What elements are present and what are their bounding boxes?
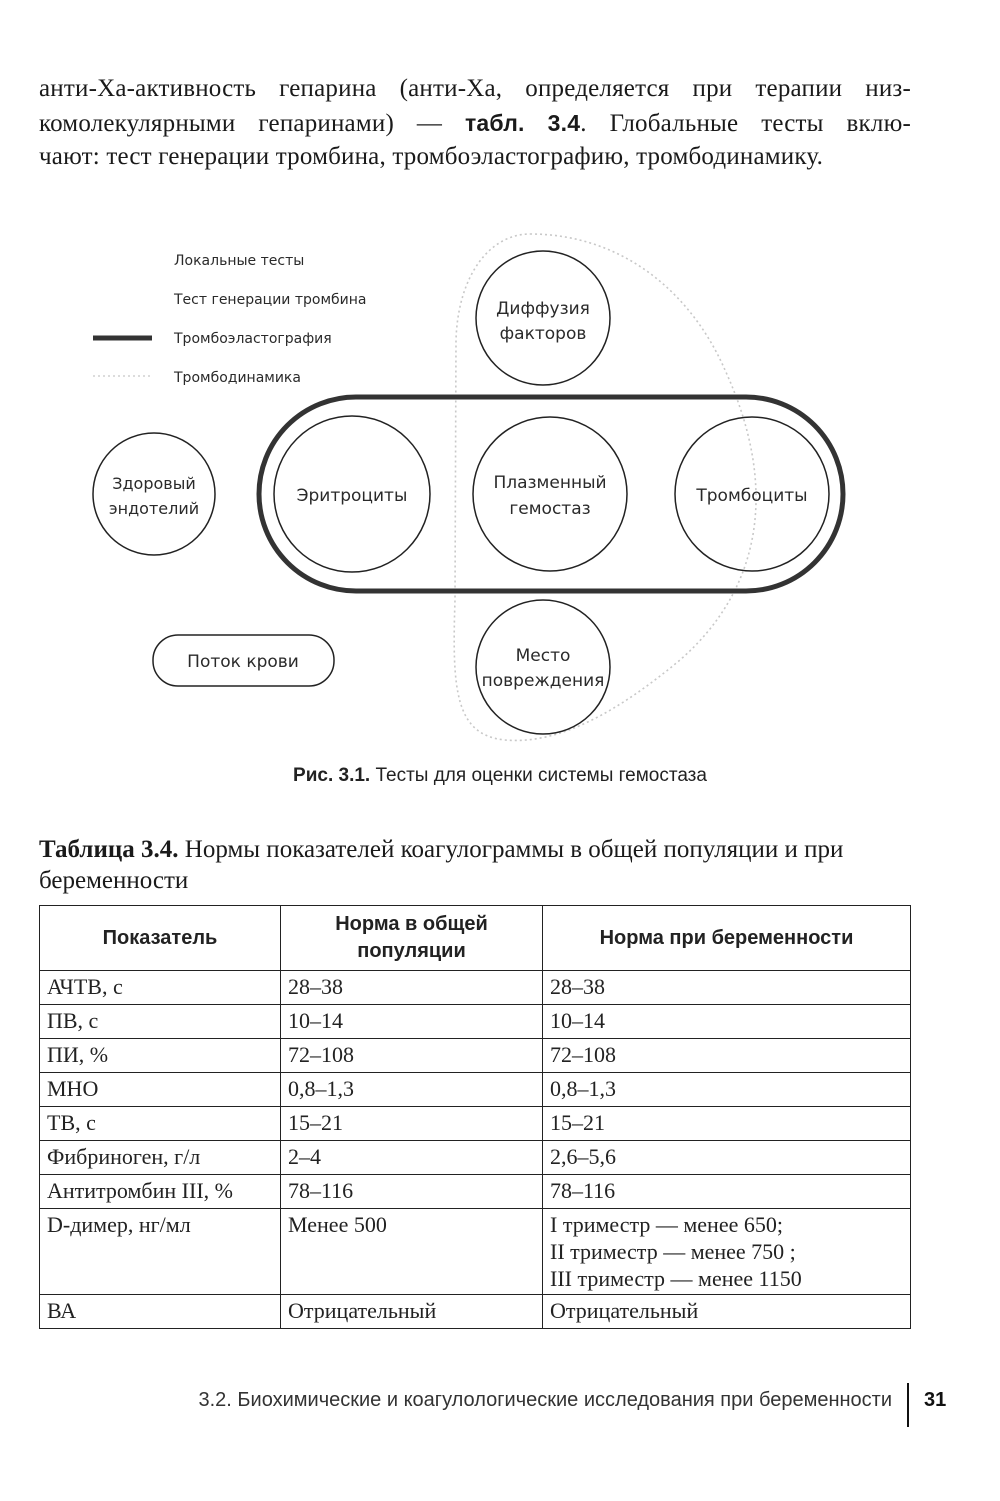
endothelium-label: эндотелий bbox=[108, 499, 200, 518]
table-row bbox=[40, 971, 911, 1005]
cell-pregnancy: 10–14 bbox=[543, 1005, 911, 1039]
ddimer-trimester-2: II триместр — менее 750 ; bbox=[550, 1239, 796, 1264]
caption-label: Рис. 3.1. bbox=[293, 765, 371, 786]
table-title-text: Нормы показателей коагулограммы в общей популяции и при беременности bbox=[39, 836, 844, 894]
table-title bbox=[39, 834, 919, 896]
cell-pregnancy: 28–38 bbox=[543, 971, 911, 1005]
cell-indicator: Антитромбин III, % bbox=[40, 1175, 281, 1209]
diffusion-label: Диффузия bbox=[496, 299, 590, 319]
cell-pregnancy: 0,8–1,3 bbox=[543, 1073, 911, 1107]
diffusion-label: факторов bbox=[499, 324, 587, 344]
blood-flow-label: Поток крови bbox=[187, 652, 299, 672]
table-row bbox=[40, 1175, 911, 1209]
coagulogram-norms-table bbox=[39, 905, 911, 1329]
cell-pregnancy: 15–21 bbox=[543, 1107, 911, 1141]
cell-indicator: ВА bbox=[40, 1295, 281, 1329]
cell-general: 78–116 bbox=[281, 1175, 543, 1209]
footer-divider bbox=[907, 1383, 909, 1427]
plasma-label: гемостаз bbox=[509, 499, 591, 519]
cell-indicator: Фибриноген, г/л bbox=[40, 1141, 281, 1175]
hemostasis-figure bbox=[0, 220, 1000, 760]
cell-indicator: ПИ, % bbox=[40, 1039, 281, 1073]
cell-general: Отрицательный bbox=[281, 1295, 543, 1329]
table-row bbox=[40, 1005, 911, 1039]
page-number: 31 bbox=[924, 1389, 947, 1411]
cell-general: 28–38 bbox=[281, 971, 543, 1005]
intro-line: анти-Ха-активность гепарина (анти-Ха, определяется при терапии низ- bbox=[39, 75, 911, 102]
erythrocytes-label: Эритроциты bbox=[296, 486, 408, 506]
cell-indicator: D-димер, нг/мл bbox=[40, 1209, 281, 1295]
cell-pregnancy: 72–108 bbox=[543, 1039, 911, 1073]
header-pregnancy-norm: Норма при беременности bbox=[543, 906, 911, 971]
cell-general: 15–21 bbox=[281, 1107, 543, 1141]
injury-label: повреждения bbox=[481, 671, 605, 691]
header-general-norm: Норма в общей популяции bbox=[281, 906, 543, 971]
legend-thromboelastography: Тромбоэластография bbox=[174, 331, 332, 347]
endothelium-circle bbox=[93, 433, 215, 555]
legend-local-tests: Локальные тесты bbox=[174, 253, 305, 269]
cell-indicator: АЧТВ, с bbox=[40, 971, 281, 1005]
intro-text: . Глобальные тесты вклю- bbox=[580, 110, 911, 137]
cell-general: 10–14 bbox=[281, 1005, 543, 1039]
intro-line bbox=[39, 106, 911, 140]
figure-caption bbox=[0, 765, 1000, 787]
cell-general: 0,8–1,3 bbox=[281, 1073, 543, 1107]
cell-indicator: ТВ, с bbox=[40, 1107, 281, 1141]
table-header-row bbox=[40, 906, 911, 971]
intro-paragraph bbox=[39, 72, 911, 174]
cell-indicator: ПВ, с bbox=[40, 1005, 281, 1039]
cell-general: 72–108 bbox=[281, 1039, 543, 1073]
table-row bbox=[40, 1141, 911, 1175]
injury-label: Место bbox=[515, 646, 571, 666]
endothelium-label: Здоровый bbox=[112, 474, 196, 493]
caption-text: Тесты для оценки системы гемостаза bbox=[370, 765, 707, 786]
table-row bbox=[40, 1209, 911, 1295]
cell-pregnancy: 2,6–5,6 bbox=[543, 1141, 911, 1175]
table-row bbox=[40, 1295, 911, 1329]
legend-thrombin-generation: Тест генерации тромбина bbox=[174, 292, 367, 308]
cell-general: Менее 500 bbox=[281, 1209, 543, 1295]
ddimer-trimester-3: III триместр — менее 1150 bbox=[550, 1266, 802, 1291]
cell-pregnancy: Отрицательный bbox=[543, 1295, 911, 1329]
cell-pregnancy bbox=[543, 1209, 911, 1295]
cell-general: 2–4 bbox=[281, 1141, 543, 1175]
intro-text: комолекулярными гепаринами) — bbox=[39, 110, 465, 137]
platelets-label: Тромбоциты bbox=[696, 486, 808, 506]
running-footer-title: 3.2. Биохимические и коагулологические исследования при беременности bbox=[198, 1389, 892, 1411]
ddimer-trimester-1: I триместр — менее 650; bbox=[550, 1212, 783, 1237]
table-title-label: Таблица 3.4. bbox=[39, 836, 179, 863]
header-indicator: Показатель bbox=[40, 906, 281, 971]
cell-pregnancy: 78–116 bbox=[543, 1175, 911, 1209]
legend-thrombodynamics: Тромбодинамика bbox=[174, 370, 301, 386]
hemostasis-diagram bbox=[0, 220, 1000, 760]
table-reference: табл. 3.4 bbox=[464, 110, 581, 136]
table-row bbox=[40, 1107, 911, 1141]
plasma-circle bbox=[473, 417, 627, 571]
table-row bbox=[40, 1073, 911, 1107]
injury-circle bbox=[476, 600, 610, 734]
table-row bbox=[40, 1039, 911, 1073]
intro-line: чают: тест генерации тромбина, тромбоэластографию, тромбодинамику. bbox=[39, 143, 824, 170]
plasma-label: Плазменный bbox=[493, 473, 607, 493]
cell-indicator: МНО bbox=[40, 1073, 281, 1107]
page-footer bbox=[0, 1383, 1000, 1427]
